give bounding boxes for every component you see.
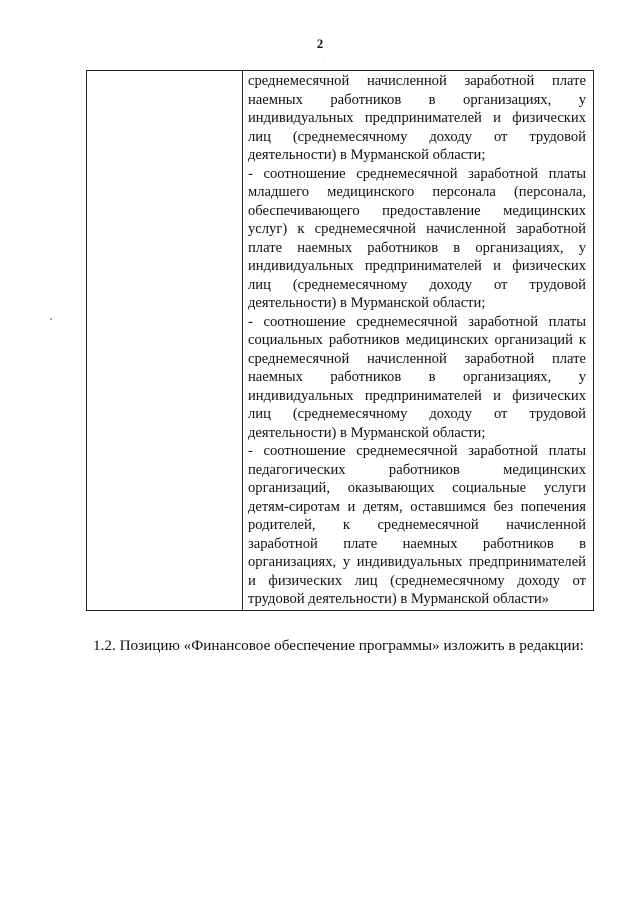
indicator-paragraph: - соотношение среднемесячной заработной платы педагогических работников медицинских организаций, оказывающих социальные услуги детям-сиротам и детям, оставшимся без попечения родителей, к среднемесячной начисленной заработной плате наемных работников в организациях, у индивидуальных предпринимателей и физических лиц (среднемесячному доходу от трудовой деятельности) в Мурманской области» xyxy=(248,443,586,607)
indicator-paragraph: - соотношение среднемесячной заработной платы социальных работников медицинских организаций к среднемесячной начисленной заработной плате наемных работников в организациях, у индивидуальных предпринимателей и физических лиц (среднемесячному доходу от трудовой деятельности) в Мурманской области; xyxy=(248,313,586,441)
program-table xyxy=(86,70,594,611)
indicator-paragraph: - соотношение среднемесячной заработной платы младшего медицинского персонала (персонала, обеспечивающего предоставление медицинских услуг) к среднемесячной начисленной заработной плате наемных работников в организациях, у индивидуальных предпринимателей и физических лиц (среднемесячному доходу от трудовой деятельности) в Мурманской области; xyxy=(248,165,586,311)
scan-dot xyxy=(50,318,52,320)
page-number: 2 xyxy=(316,36,324,51)
scan-artifact: ` xyxy=(324,58,326,64)
table-left-cell xyxy=(87,71,243,611)
table-right-cell xyxy=(243,71,594,611)
indicator-paragraph: среднемесячной начисленной заработной плате наемных работников в организациях, у индивидуальных предпринимателей и физических лиц (среднемесячному доходу от трудовой деятельности) в Мурманской области; xyxy=(248,73,586,163)
section-heading: 1.2. Позицию «Финансовое обеспечение программы» изложить в редакции: xyxy=(93,637,584,654)
table-row xyxy=(87,71,594,611)
indicators-text xyxy=(248,72,586,609)
